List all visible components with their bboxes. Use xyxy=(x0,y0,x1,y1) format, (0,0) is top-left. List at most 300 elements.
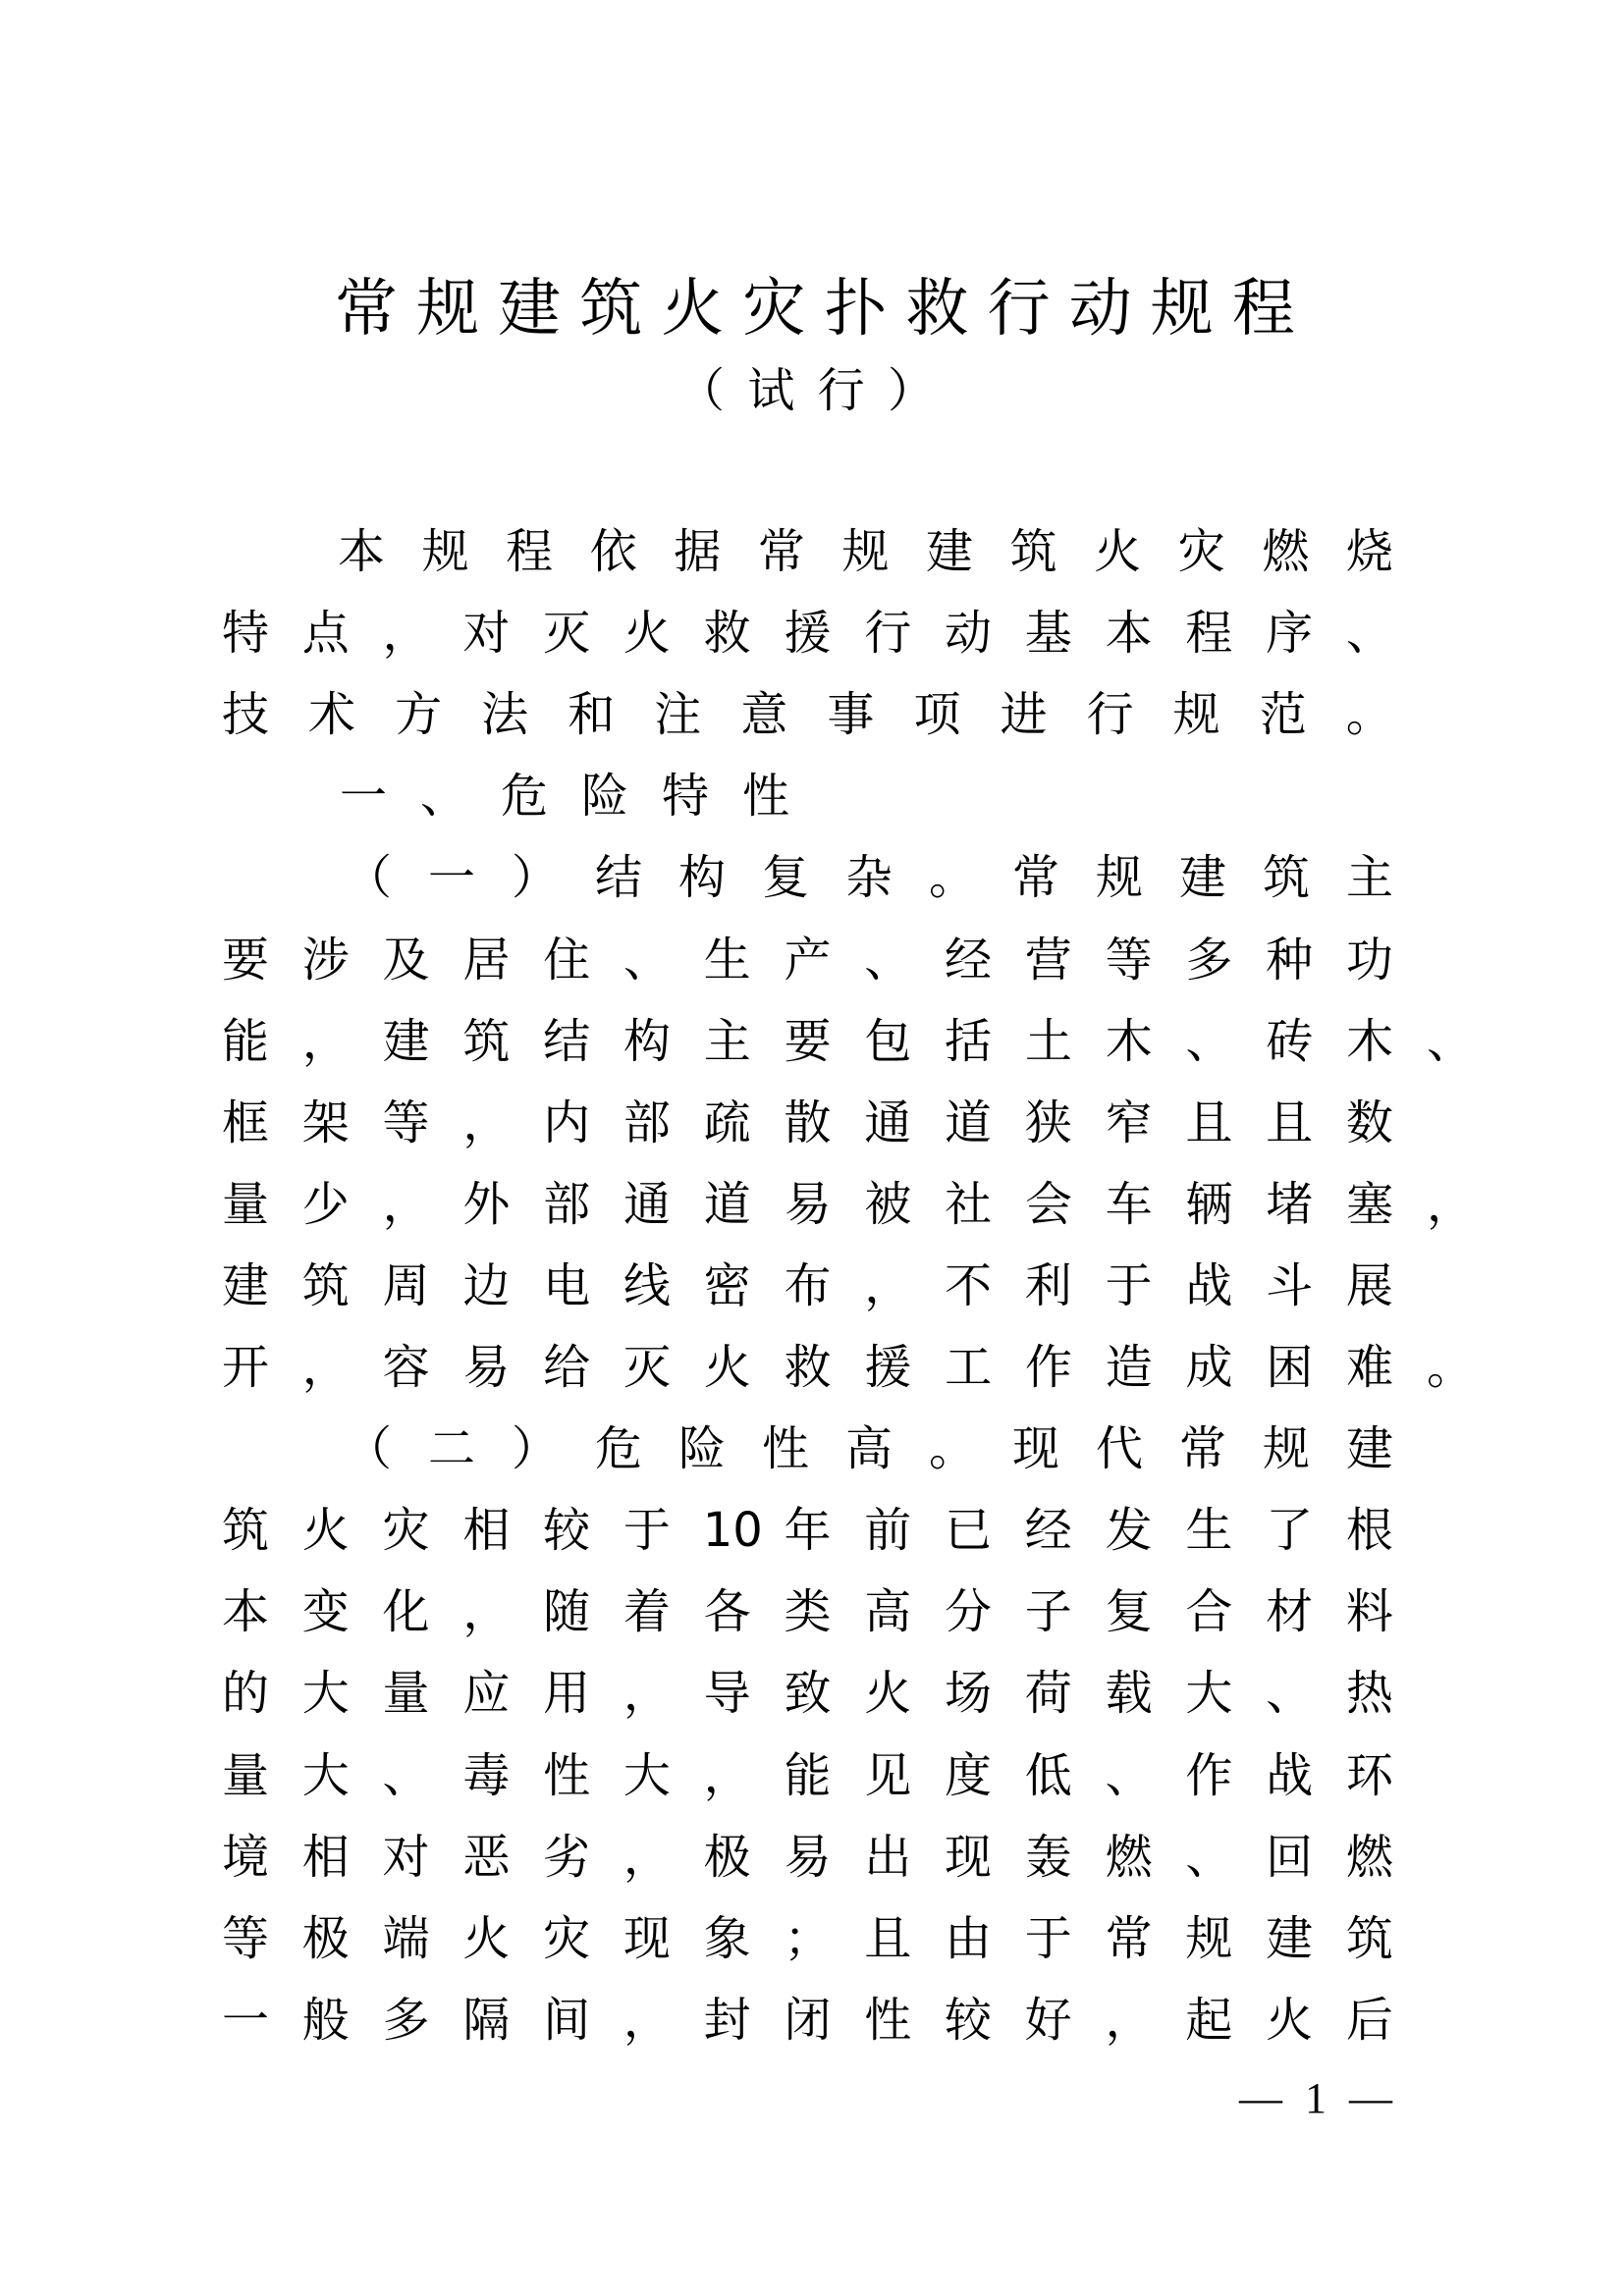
char: 规 xyxy=(421,524,469,579)
char: ， xyxy=(623,1829,671,1885)
char: 高 xyxy=(864,1584,912,1640)
char: 已 xyxy=(945,1503,993,1559)
char: 等 xyxy=(1105,932,1153,988)
paragraph-line xyxy=(344,1419,1394,1478)
char: 构 xyxy=(623,1013,671,1069)
char: 料 xyxy=(1345,1584,1393,1640)
char: 灾 xyxy=(742,273,806,346)
char: ， xyxy=(864,1257,912,1313)
char: 筑 xyxy=(221,1503,269,1559)
char: 较 xyxy=(543,1503,591,1559)
char: 灭 xyxy=(543,606,591,662)
char: 、 xyxy=(623,932,671,988)
char: ， xyxy=(623,1666,671,1722)
char: 特 xyxy=(221,606,269,662)
char: 性 xyxy=(761,1421,809,1477)
char: 道 xyxy=(945,1095,993,1150)
char: 导 xyxy=(703,1666,751,1722)
char: 变 xyxy=(301,1584,350,1640)
char: 规 xyxy=(1095,850,1143,906)
char: （ xyxy=(344,850,392,906)
char: 现 xyxy=(623,1910,671,1966)
char: 土 xyxy=(1024,1013,1072,1069)
char: 对 xyxy=(382,1829,430,1885)
char: 线 xyxy=(623,1257,671,1313)
char: 闭 xyxy=(784,1992,832,2048)
char: 建 xyxy=(1345,1421,1393,1477)
char: 回 xyxy=(1266,1829,1314,1885)
char: 要 xyxy=(221,932,269,988)
char: 、 xyxy=(1105,1747,1153,1803)
char: 杂 xyxy=(844,850,893,906)
char: 试 xyxy=(747,363,795,418)
char: 性 xyxy=(543,1747,591,1803)
char: 造 xyxy=(1105,1340,1153,1395)
char: ， xyxy=(623,1992,671,2048)
char: 致 xyxy=(784,1666,832,1722)
char: 数 xyxy=(1345,1095,1393,1150)
char: 前 xyxy=(864,1503,912,1559)
char: 技 xyxy=(221,687,269,743)
paragraph-line xyxy=(221,1175,1475,1234)
char: 极 xyxy=(301,1910,350,1966)
char: 灭 xyxy=(623,1340,671,1395)
char: 部 xyxy=(623,1095,671,1150)
char: 作 xyxy=(1185,1747,1233,1803)
char: 了 xyxy=(1266,1503,1314,1559)
char: 端 xyxy=(382,1910,430,1966)
char: 环 xyxy=(1345,1747,1393,1803)
char: 战 xyxy=(1266,1747,1314,1803)
char: 工 xyxy=(945,1340,993,1395)
char: 量 xyxy=(221,1747,269,1803)
char: 且 xyxy=(1185,1095,1233,1150)
char: 、 xyxy=(1426,1013,1474,1069)
paragraph-line xyxy=(221,1582,1394,1641)
char: 般 xyxy=(301,1992,350,2048)
char: 。 xyxy=(1345,687,1393,743)
char: 合 xyxy=(1185,1584,1233,1640)
char: 常 xyxy=(1178,1421,1226,1477)
char: 事 xyxy=(827,687,875,743)
char: 多 xyxy=(382,1992,430,2048)
page-number: — 1 — xyxy=(1239,2074,1398,2122)
char: 规 xyxy=(1185,1910,1233,1966)
char: 困 xyxy=(1266,1340,1314,1395)
char: 功 xyxy=(1345,932,1393,988)
char: ， xyxy=(462,1584,511,1640)
char: 建 xyxy=(382,1013,430,1069)
char: 经 xyxy=(945,932,993,988)
char: 开 xyxy=(221,1340,269,1395)
char: 种 xyxy=(1266,932,1314,988)
char: 的 xyxy=(221,1666,269,1722)
char: 密 xyxy=(703,1257,751,1313)
char: 量 xyxy=(221,1176,269,1232)
char: 程 xyxy=(506,524,554,579)
char: 类 xyxy=(784,1584,832,1640)
char: 救 xyxy=(905,273,969,346)
char: 于 xyxy=(1024,1910,1072,1966)
char: 、 xyxy=(382,1747,430,1803)
char: 各 xyxy=(703,1584,751,1640)
char: 于 xyxy=(1105,1257,1153,1313)
char: 火 xyxy=(301,1503,350,1559)
char: 发 xyxy=(1105,1503,1153,1559)
char: 规 xyxy=(416,273,480,346)
char: 产 xyxy=(784,932,832,988)
char: 少 xyxy=(301,1176,350,1232)
char: 建 xyxy=(926,524,974,579)
char: 本 xyxy=(221,1584,269,1640)
char: 利 xyxy=(1024,1257,1072,1313)
char: 斗 xyxy=(1266,1257,1314,1313)
char: 毒 xyxy=(462,1747,511,1803)
char: （ xyxy=(344,1421,392,1477)
char: 作 xyxy=(1024,1340,1072,1395)
char: 建 xyxy=(1178,850,1226,906)
char: 大 xyxy=(301,1666,350,1722)
char: 较 xyxy=(945,1992,993,2048)
paragraph-line xyxy=(221,1012,1475,1071)
char: 涉 xyxy=(301,932,350,988)
char: 筑 xyxy=(301,1257,350,1313)
char: 一 xyxy=(221,1992,269,2048)
paragraph-line xyxy=(221,1991,1394,2050)
char: 好 xyxy=(1024,1992,1072,2048)
char: 展 xyxy=(1345,1257,1393,1313)
char: 后 xyxy=(1345,1992,1393,2048)
char: 据 xyxy=(674,524,722,579)
char: 建 xyxy=(221,1257,269,1313)
char: 复 xyxy=(1105,1584,1153,1640)
char: 规 xyxy=(1172,687,1220,743)
char: 进 xyxy=(1000,687,1048,743)
char: 行 xyxy=(817,363,865,418)
document-title xyxy=(334,267,1296,351)
char: 和 xyxy=(568,687,616,743)
char: 难 xyxy=(1346,1340,1394,1395)
char: 能 xyxy=(784,1747,832,1803)
char: 社 xyxy=(945,1176,993,1232)
char: 生 xyxy=(1185,1503,1233,1559)
char: ， xyxy=(1105,1992,1153,2048)
char: 塞 xyxy=(1346,1176,1394,1232)
paragraph-line xyxy=(221,1664,1394,1723)
char: 灾 xyxy=(543,1910,591,1966)
paragraph-line xyxy=(221,1094,1394,1152)
char: 布 xyxy=(784,1257,832,1313)
paragraph-line xyxy=(221,1828,1394,1887)
char: 法 xyxy=(481,687,529,743)
char: 大 xyxy=(623,1747,671,1803)
char: 建 xyxy=(498,273,562,346)
char: 基 xyxy=(1024,606,1072,662)
char: 、 xyxy=(1266,1666,1314,1722)
char: 生 xyxy=(703,932,751,988)
char: 分 xyxy=(945,1584,993,1640)
char: 易 xyxy=(784,1176,832,1232)
char: 隔 xyxy=(462,1992,511,2048)
char: 大 xyxy=(1185,1666,1233,1722)
char: 规 xyxy=(841,524,890,579)
char: 内 xyxy=(543,1095,591,1150)
char: 援 xyxy=(784,606,832,662)
paragraph-line xyxy=(344,848,1394,907)
char: 部 xyxy=(543,1176,591,1232)
char: 依 xyxy=(589,524,637,579)
char: 筑 xyxy=(579,273,643,346)
char: 封 xyxy=(703,1992,751,2048)
char: 火 xyxy=(703,1340,751,1395)
char: 极 xyxy=(703,1829,751,1885)
char: 火 xyxy=(864,1666,912,1722)
char: 车 xyxy=(1105,1176,1153,1232)
char: 动 xyxy=(1068,273,1132,346)
char: 子 xyxy=(1024,1584,1072,1640)
char: 筑 xyxy=(1262,850,1310,906)
char: 筑 xyxy=(1345,1910,1393,1966)
char: 项 xyxy=(913,687,961,743)
char: 轰 xyxy=(1024,1829,1072,1885)
char: 筑 xyxy=(1009,524,1057,579)
char: 、 xyxy=(1185,1013,1233,1069)
char: 堵 xyxy=(1266,1176,1314,1232)
char: 材 xyxy=(1266,1584,1314,1640)
char: ， xyxy=(382,1176,430,1232)
char: 常 xyxy=(1011,850,1059,906)
char: 规 xyxy=(1262,1421,1310,1477)
char: ， xyxy=(703,1747,751,1803)
char: 、 xyxy=(1345,606,1393,662)
char: 主 xyxy=(1345,850,1393,906)
char: 常 xyxy=(757,524,805,579)
char: 本 xyxy=(337,524,385,579)
paragraph-line xyxy=(221,1338,1475,1397)
char: ， xyxy=(462,1095,511,1150)
char: 相 xyxy=(301,1829,350,1885)
char: 砖 xyxy=(1266,1013,1314,1069)
char: 狭 xyxy=(1024,1095,1072,1150)
char: ， xyxy=(1426,1176,1474,1232)
char: 烧 xyxy=(1345,524,1393,579)
char: 方 xyxy=(395,687,443,743)
char: 场 xyxy=(945,1666,993,1722)
char: 散 xyxy=(784,1095,832,1150)
char: 成 xyxy=(1185,1340,1233,1395)
char: 根 xyxy=(1345,1503,1393,1559)
char: ， xyxy=(301,1340,350,1395)
char: 10 xyxy=(702,1503,763,1559)
char: 、 xyxy=(1185,1829,1233,1885)
char: 会 xyxy=(1024,1176,1072,1232)
char: 序 xyxy=(1266,606,1314,662)
char: 载 xyxy=(1105,1666,1153,1722)
char: 居 xyxy=(462,932,511,988)
char: 行 xyxy=(864,606,912,662)
document-subtitle xyxy=(677,361,935,420)
char: 大 xyxy=(301,1747,350,1803)
paragraph-line xyxy=(221,604,1394,663)
char: 间 xyxy=(543,1992,591,2048)
char: 复 xyxy=(761,850,809,906)
char: 援 xyxy=(864,1340,912,1395)
char: 及 xyxy=(382,932,430,988)
char: 包 xyxy=(864,1013,912,1069)
char: 相 xyxy=(462,1503,511,1559)
char: 用 xyxy=(543,1666,591,1722)
char: 低 xyxy=(1024,1747,1072,1803)
char: 疏 xyxy=(703,1095,751,1150)
char: 灾 xyxy=(382,1503,430,1559)
char: 常 xyxy=(1105,1910,1153,1966)
char: 经 xyxy=(1024,1503,1072,1559)
char: 危 xyxy=(594,1421,642,1477)
char: 行 xyxy=(1086,687,1134,743)
char: 住 xyxy=(543,932,591,988)
char: 电 xyxy=(543,1257,591,1313)
char: 。 xyxy=(928,1421,976,1477)
char: 给 xyxy=(543,1340,591,1395)
char: 见 xyxy=(864,1747,912,1803)
char: 燃 xyxy=(1262,524,1310,579)
char: 年 xyxy=(784,1503,832,1559)
char: 术 xyxy=(308,687,356,743)
paragraph-line xyxy=(221,931,1394,989)
char: 易 xyxy=(784,1829,832,1885)
char: 荷 xyxy=(1024,1666,1072,1722)
char: 灾 xyxy=(1177,524,1225,579)
paragraph-line xyxy=(221,685,1394,744)
char: 象 xyxy=(703,1910,751,1966)
char: 本 xyxy=(1105,606,1153,662)
char: 架 xyxy=(301,1095,350,1150)
char: ， xyxy=(301,1013,350,1069)
char: 要 xyxy=(784,1013,832,1069)
char: 括 xyxy=(945,1013,993,1069)
char: 构 xyxy=(677,850,726,906)
char: 战 xyxy=(1185,1257,1233,1313)
char: 。 xyxy=(928,850,976,906)
char: 范 xyxy=(1259,687,1307,743)
char: 应 xyxy=(462,1666,511,1722)
char: 容 xyxy=(382,1340,430,1395)
char: 营 xyxy=(1024,932,1072,988)
paragraph-line xyxy=(221,1256,1394,1315)
char: 火 xyxy=(1094,524,1142,579)
char: 火 xyxy=(462,1910,511,1966)
char: 量 xyxy=(382,1666,430,1722)
char: 窄 xyxy=(1105,1095,1153,1150)
char: 二 xyxy=(427,1421,475,1477)
char: 恶 xyxy=(462,1829,511,1885)
char: 易 xyxy=(462,1340,511,1395)
char: 。 xyxy=(1426,1340,1474,1395)
char: 火 xyxy=(1266,1992,1314,2048)
char: 外 xyxy=(462,1176,511,1232)
char: 多 xyxy=(1185,932,1233,988)
char: 不 xyxy=(945,1257,993,1313)
char: 建 xyxy=(1266,1910,1314,1966)
char: 度 xyxy=(945,1747,993,1803)
char: ） xyxy=(511,1421,559,1477)
char: 周 xyxy=(382,1257,430,1313)
paragraph-line xyxy=(221,1909,1394,1968)
char: 筑 xyxy=(462,1013,511,1069)
char: 等 xyxy=(382,1095,430,1150)
char: ， xyxy=(382,606,430,662)
char: 道 xyxy=(703,1176,751,1232)
char: 且 xyxy=(864,1910,912,1966)
char: 边 xyxy=(462,1257,511,1313)
char: 由 xyxy=(945,1910,993,1966)
section-heading: 一、危险特性 xyxy=(340,769,824,825)
char: 通 xyxy=(623,1176,671,1232)
char: 化 xyxy=(382,1584,430,1640)
char: 等 xyxy=(221,1910,269,1966)
char: 对 xyxy=(462,606,511,662)
char: 热 xyxy=(1345,1666,1393,1722)
paragraph-line xyxy=(337,522,1394,581)
char: 救 xyxy=(703,606,751,662)
char: 辆 xyxy=(1185,1176,1233,1232)
paragraph-line xyxy=(221,1746,1394,1805)
char: 火 xyxy=(623,606,671,662)
char: 规 xyxy=(1150,273,1214,346)
char: 火 xyxy=(661,273,725,346)
paragraph-line xyxy=(221,1501,1394,1560)
char: 程 xyxy=(1231,273,1295,346)
char: 被 xyxy=(864,1176,912,1232)
char: ； xyxy=(784,1910,832,1966)
char: 常 xyxy=(335,273,398,346)
char: 劣 xyxy=(543,1829,591,1885)
char: 结 xyxy=(594,850,642,906)
char: 程 xyxy=(1185,606,1233,662)
char: 动 xyxy=(945,606,993,662)
char: 注 xyxy=(654,687,702,743)
char: 通 xyxy=(864,1095,912,1150)
char: 点 xyxy=(301,606,350,662)
char: 结 xyxy=(543,1013,591,1069)
char: 起 xyxy=(1185,1992,1233,2048)
char: 木 xyxy=(1105,1013,1153,1069)
char: 框 xyxy=(221,1095,269,1150)
char: 险 xyxy=(677,1421,726,1477)
char: 燃 xyxy=(1345,1829,1393,1885)
char: 意 xyxy=(740,687,788,743)
char: （ xyxy=(677,363,726,418)
char: 能 xyxy=(221,1013,269,1069)
char: 且 xyxy=(1266,1095,1314,1150)
char: 随 xyxy=(543,1584,591,1640)
char: ） xyxy=(887,363,935,418)
char: 高 xyxy=(844,1421,893,1477)
char: 燃 xyxy=(1105,1829,1153,1885)
char: 主 xyxy=(703,1013,751,1069)
char: 木 xyxy=(1346,1013,1394,1069)
char: ） xyxy=(511,850,559,906)
char: 、 xyxy=(864,932,912,988)
char: 行 xyxy=(987,273,1051,346)
char: 一 xyxy=(427,850,475,906)
char: 出 xyxy=(864,1829,912,1885)
char: 境 xyxy=(221,1829,269,1885)
char: 现 xyxy=(945,1829,993,1885)
char: 救 xyxy=(784,1340,832,1395)
char: 着 xyxy=(623,1584,671,1640)
char: 于 xyxy=(623,1503,671,1559)
